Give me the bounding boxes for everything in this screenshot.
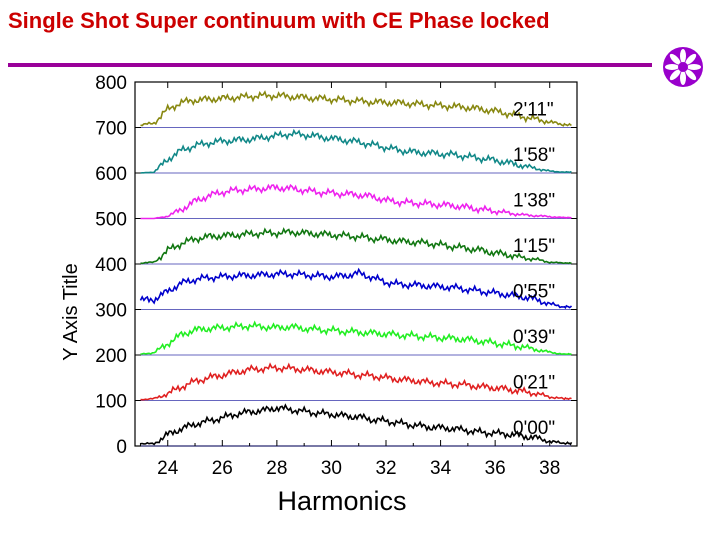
series-label: 0'21"	[513, 372, 556, 394]
series-label: 2'11"	[513, 99, 554, 121]
y-tick-label: 400	[95, 255, 127, 276]
x-tick-label: 24	[157, 458, 179, 479]
y-tick-label: 700	[95, 118, 127, 140]
x-tick-label: 36	[484, 458, 506, 479]
y-axis-label: Y Axis Title	[60, 263, 82, 361]
series-line	[141, 322, 572, 354]
slide-title: Single Shot Super continuum with CE Phase locked	[8, 8, 550, 33]
series-line	[141, 364, 572, 400]
y-tick-label: 0	[116, 437, 127, 458]
series-line	[141, 270, 572, 308]
series-label: 1'15"	[513, 236, 556, 257]
series-label: 0'55"	[513, 281, 556, 303]
y-tick-label: 200	[95, 346, 127, 367]
series-line	[141, 92, 572, 126]
series-line	[141, 229, 572, 263]
x-tick-label: 32	[375, 458, 397, 479]
y-tick-label: 600	[95, 164, 127, 185]
series-line	[141, 405, 572, 444]
y-tick-label: 800	[95, 73, 127, 94]
x-axis-label: Harmonics	[277, 486, 407, 516]
x-tick-label: 28	[266, 458, 288, 479]
y-tick-label: 100	[95, 391, 127, 413]
x-tick-label: 34	[430, 458, 452, 479]
series-label: 1'38"	[513, 190, 556, 212]
series-label: 1'58"	[513, 145, 556, 166]
x-tick-label: 26	[211, 458, 233, 479]
y-tick-label: 500	[95, 209, 127, 231]
series-label: 0'39"	[513, 327, 556, 348]
series-line	[141, 131, 572, 173]
y-tick-label: 300	[95, 300, 127, 322]
series-label: 0'00"	[513, 418, 556, 439]
series-line	[141, 185, 572, 218]
x-tick-label: 30	[320, 458, 343, 479]
x-tick-label: 38	[539, 458, 561, 479]
